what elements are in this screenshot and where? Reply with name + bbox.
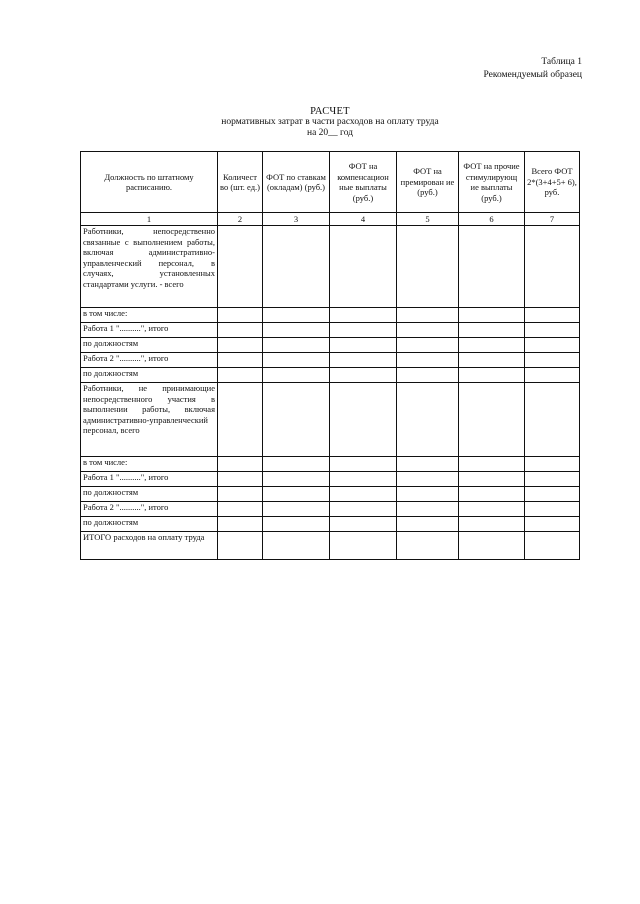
document-subtitle: нормативных затрат в части расходов на оплату труда	[221, 117, 439, 127]
table-cell	[330, 532, 397, 560]
table-cell	[459, 383, 525, 457]
row-label: в том числе:	[81, 457, 218, 472]
table-cell	[459, 353, 525, 368]
table-cell	[525, 517, 580, 532]
table-cell	[525, 502, 580, 517]
table-cell	[330, 517, 397, 532]
table-row	[81, 338, 580, 353]
table-cell	[397, 383, 459, 457]
row-label: в том числе:	[81, 308, 218, 323]
header-fot-bonus: ФОТ на премирован ие (руб.)	[397, 152, 459, 213]
table-cell	[525, 472, 580, 487]
document-heading	[80, 106, 580, 139]
table-cell	[397, 368, 459, 383]
table-cell	[459, 323, 525, 338]
table-cell	[218, 502, 263, 517]
column-number: 1	[81, 213, 218, 226]
header-fot-incentive: ФОТ на прочие стимулирующ ие выплаты (руб.)	[459, 152, 525, 213]
table-cell	[525, 368, 580, 383]
header-fot-compensation: ФОТ на компенсацион ные выплаты (руб.)	[330, 152, 397, 213]
table-cell	[330, 308, 397, 323]
table-cell	[218, 368, 263, 383]
table-cell	[330, 226, 397, 308]
table-cell	[263, 368, 330, 383]
column-number-row	[81, 213, 580, 226]
table-cell	[525, 226, 580, 308]
table-cell	[218, 532, 263, 560]
column-number: 7	[525, 213, 580, 226]
table-cell	[397, 323, 459, 338]
row-label: Работники, не принимающие непосредственного участия в выполнении работы, включая административно-управленческий персонал, всего	[81, 383, 218, 457]
sample-note: Рекомендуемый образец	[483, 70, 582, 80]
table-cell	[263, 226, 330, 308]
table-cell	[218, 353, 263, 368]
table-cell	[330, 353, 397, 368]
row-label: по должностям	[81, 338, 218, 353]
table-cell	[397, 308, 459, 323]
row-label: Работники, непосредственно связанные с выполнением работы, включая административно-управленческий персонал, в случаях, установленных стандартами услуги. - всего	[81, 226, 218, 308]
column-number: 2	[218, 213, 263, 226]
table-cell	[330, 472, 397, 487]
table-cell	[525, 353, 580, 368]
table-cell	[525, 487, 580, 502]
document-year: на 20__ год	[306, 128, 354, 138]
table-cell	[397, 353, 459, 368]
table-cell	[525, 457, 580, 472]
table-cell	[525, 532, 580, 560]
table-cell	[459, 457, 525, 472]
table-cell	[397, 502, 459, 517]
table-header-row	[81, 152, 580, 213]
table-row	[81, 532, 580, 560]
table-cell	[218, 457, 263, 472]
table-cell	[525, 308, 580, 323]
table-cell	[459, 226, 525, 308]
row-label: Работа 1 "..........", итого	[81, 472, 218, 487]
table-number: Таблица 1	[541, 57, 582, 67]
document-title: РАСЧЕТ	[310, 106, 350, 117]
table-row	[81, 383, 580, 457]
table-cell	[218, 338, 263, 353]
table-cell	[459, 308, 525, 323]
table-cell	[397, 517, 459, 532]
table-cell	[218, 323, 263, 338]
table-cell	[263, 323, 330, 338]
table-row	[81, 353, 580, 368]
header-quantity: Количест во (шт. ед.)	[218, 152, 263, 213]
table-cell	[525, 323, 580, 338]
table-cell	[459, 532, 525, 560]
row-label: по должностям	[81, 368, 218, 383]
column-number: 4	[330, 213, 397, 226]
row-label: по должностям	[81, 517, 218, 532]
table-row	[81, 323, 580, 338]
table-cell	[397, 226, 459, 308]
table-cell	[263, 487, 330, 502]
table-cell	[263, 457, 330, 472]
column-number: 5	[397, 213, 459, 226]
table-cell	[397, 487, 459, 502]
table-cell	[263, 308, 330, 323]
table-cell	[218, 383, 263, 457]
table-row	[81, 308, 580, 323]
table-cell	[218, 472, 263, 487]
header-fot-rates: ФОТ по ставкам (окладам) (руб.)	[263, 152, 330, 213]
header-position: Должность по штатному расписанию.	[81, 152, 218, 213]
table-row	[81, 517, 580, 532]
table-row	[81, 472, 580, 487]
column-number: 3	[263, 213, 330, 226]
table-row	[81, 226, 580, 308]
table-cell	[459, 517, 525, 532]
table-cell	[330, 487, 397, 502]
table-cell	[330, 338, 397, 353]
table-reference	[483, 56, 582, 82]
table-cell	[218, 517, 263, 532]
row-label: по должностям	[81, 487, 218, 502]
table-row	[81, 457, 580, 472]
row-label: Работа 2 "..........", итого	[81, 353, 218, 368]
table-cell	[459, 368, 525, 383]
table-cell	[459, 502, 525, 517]
table-cell	[263, 502, 330, 517]
table-cell	[263, 517, 330, 532]
table-row	[81, 502, 580, 517]
table-cell	[330, 457, 397, 472]
table-cell	[397, 457, 459, 472]
table-cell	[330, 323, 397, 338]
table-cell	[330, 502, 397, 517]
table-cell	[330, 368, 397, 383]
table-cell	[218, 308, 263, 323]
table-cell	[263, 353, 330, 368]
table-cell	[459, 338, 525, 353]
table-cell	[330, 383, 397, 457]
row-label: Работа 2 "..........", итого	[81, 502, 218, 517]
table-cell	[263, 532, 330, 560]
payroll-cost-table	[80, 151, 580, 560]
table-cell	[397, 338, 459, 353]
table-cell	[218, 487, 263, 502]
table-cell	[263, 338, 330, 353]
table-cell	[525, 383, 580, 457]
table-cell	[263, 472, 330, 487]
row-label: ИТОГО расходов на оплату труда	[81, 532, 218, 560]
table-cell	[218, 226, 263, 308]
column-number: 6	[459, 213, 525, 226]
table-row	[81, 368, 580, 383]
table-cell	[459, 487, 525, 502]
table-cell	[397, 532, 459, 560]
row-label: Работа 1 "..........", итого	[81, 323, 218, 338]
table-cell	[397, 472, 459, 487]
table-cell	[525, 338, 580, 353]
table-cell	[459, 472, 525, 487]
table-cell	[263, 383, 330, 457]
table-row	[81, 487, 580, 502]
header-fot-total: Всего ФОТ 2*(3+4+5+ 6), руб.	[525, 152, 580, 213]
